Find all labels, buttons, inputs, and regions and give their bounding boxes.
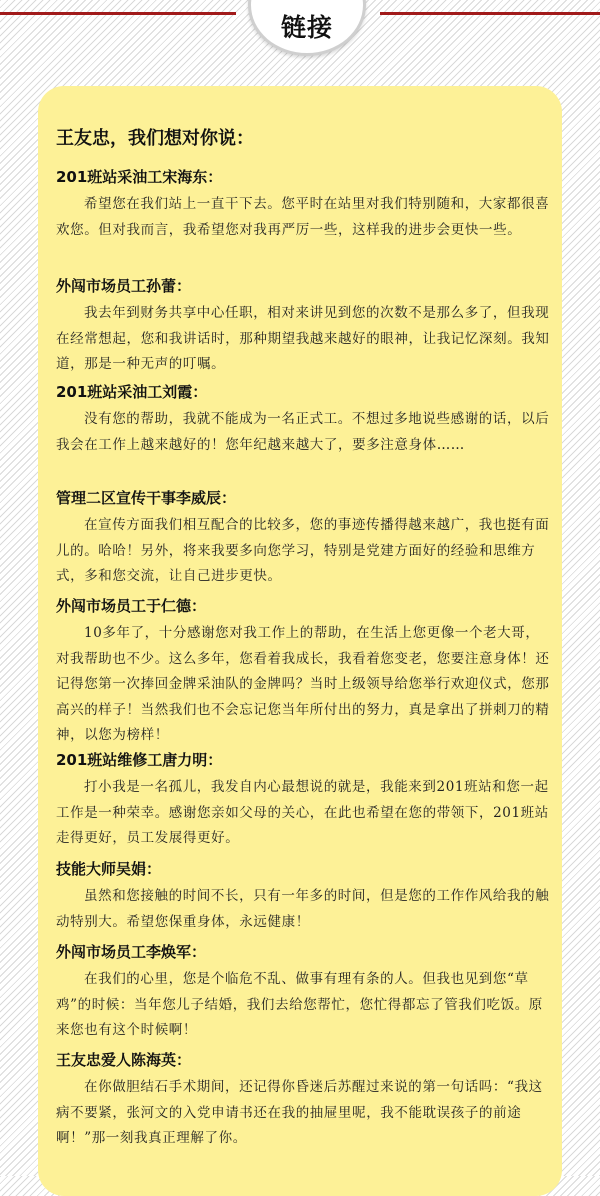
message-author: 外闯市场员工于仁德： (56, 597, 207, 615)
message-author: 201班站维修工唐力明： (56, 751, 223, 769)
message-text: 在你做胆结石手术期间，还记得你昏迷后苏醒过来说的第一句话吗：“我这病不要紧，张河文的入党申请书还在我的抽屉里呢，我不能耽误孩子的前途啊！”那一刻我真正理解了你。 (56, 1079, 543, 1146)
message-text: 打小我是一名孤儿，我发自内心最想说的就是，我能来到201班站和您一起工作是一种荣幸。感谢您亲如父母的关心，在此也希望在您的带领下，201班站走得更好，员工发展得更好。 (56, 779, 549, 846)
message-block (56, 380, 550, 458)
message-block (56, 1048, 550, 1152)
message-block (56, 165, 550, 243)
message-text: 虽然和您接触的时间不长，只有一年多的时间，但是您的工作作风给我的触动特别大。希望您保重身体，永远健康！ (56, 888, 550, 930)
message-author: 管理二区宣传干事李威辰： (56, 489, 237, 507)
message-block (56, 748, 550, 852)
message-block (56, 940, 550, 1044)
message-text: 没有您的帮助，我就不能成为一名正式工。不想过多地说些感谢的话，以后我会在工作上越来越好的！您年纪越来越大了，要多注意身体…… (56, 411, 550, 453)
message-text: 我去年到财务共享中心任职，相对来讲见到您的次数不是那么多了，但我现在经常想起，您和我讲话时，那种期望我越来越好的眼神，让我记忆深刻。我知道，那是一种无声的叮嘱。 (56, 305, 550, 372)
page-title: 链接 (280, 13, 333, 42)
message-block (56, 486, 550, 590)
message-author: 技能大师吴娟： (56, 860, 162, 878)
message-text: 在宣传方面我们相互配合的比较多，您的事迹传播得越来越广，我也挺有面儿的。哈哈！另外，将来我要多向您学习，特别是党建方面好的经验和思维方式，多和您交流，让自己进步更快。 (56, 517, 550, 584)
message-block (56, 274, 550, 378)
header-rule-left (0, 12, 236, 15)
message-text: 10多年了，十分感谢您对我工作上的帮助，在生活上您更像一个老大哥，对我帮助也不少。这么多年，您看着我成长，我看着您变老，您要注意身体！还记得您第一次捧回金牌采油队的金牌吗？当时上级领导给您举行欢迎仪式，您那高兴的样子！当然我们也不会忘记您当年所付出的努力，真是拿出了拼刺刀的精神，以您为榜样！ (56, 625, 550, 743)
message-text: 希望您在我们站上一直干下去。您平时在站里对我们特别随和，大家都很喜欢您。但对我而言，我希望您对我再严厉一些，这样我的进步会更快一些。 (56, 196, 550, 238)
message-author: 王友忠爱人陈海英： (56, 1051, 192, 1069)
message-block (56, 857, 550, 935)
section-heading: 王友忠，我们想对你说： (56, 128, 254, 149)
message-text: 在我们的心里，您是个临危不乱、做事有理有条的人。但我也见到您“草鸡”的时候：当年您儿子结婚，我们去给您帮忙，您忙得都忘了管我们吃饭。原来您也有这个时候啊！ (56, 971, 543, 1038)
message-author: 201班站采油工宋海东： (56, 168, 223, 186)
message-author: 外闯市场员工孙蕾： (56, 277, 192, 295)
message-author: 外闯市场员工李焕军： (56, 943, 207, 961)
message-block (56, 594, 550, 749)
message-author: 201班站采油工刘霞： (56, 383, 208, 401)
header-rule-right (380, 12, 600, 15)
